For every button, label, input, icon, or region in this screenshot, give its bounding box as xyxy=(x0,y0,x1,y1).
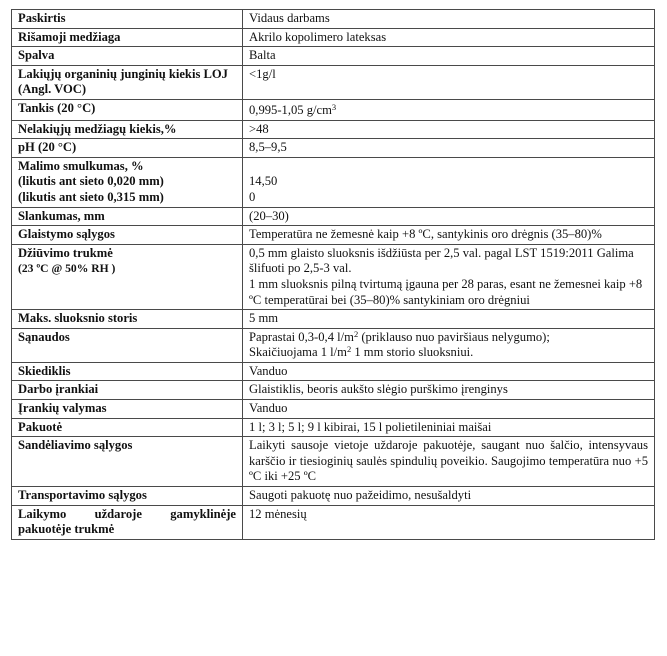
row-value: <1g/l xyxy=(243,65,655,99)
density-exponent: 3 xyxy=(331,101,337,112)
row-label: Slankumas, mm xyxy=(12,207,243,226)
row-value: Glaistiklis, beoris aukšto slėgio purškimo įrenginys xyxy=(243,381,655,400)
row-value xyxy=(243,99,655,120)
row-value: Vidaus darbams xyxy=(243,10,655,29)
table-row xyxy=(12,400,655,419)
row-label xyxy=(12,244,243,309)
table-row xyxy=(12,381,655,400)
value-line: 14,50 xyxy=(249,174,278,189)
table-row xyxy=(12,157,655,207)
label-line: Malimo smulkumas, % xyxy=(18,158,144,173)
table-row xyxy=(12,487,655,506)
value-line: 0 xyxy=(249,189,256,204)
row-value: Saugoti pakuotę nuo pažeidimo, nesušaldyti xyxy=(243,487,655,506)
row-value: 12 mėnesių xyxy=(243,505,655,539)
consumption-line: Skaičiuojama 1 $l/m^2$ 1 mm storio sluoksniui. xyxy=(249,344,474,360)
row-value: Temperatūra ne žemesnė kaip +8 ºC, santykinis oro drėgnis (35–80)% xyxy=(243,226,655,245)
table-row xyxy=(12,310,655,329)
table-row xyxy=(12,65,655,99)
row-label: Skiediklis xyxy=(12,362,243,381)
table-row xyxy=(12,505,655,539)
table-row xyxy=(12,207,655,226)
drying-paragraph-2: 1 mm sluoksnis pilną tvirtumą įgauna per 28 paras, esant ne žemesnei kaip +8 ºC temperatūrai bei (35–80)% santykiniam oro drėgniui xyxy=(249,276,643,307)
row-label xyxy=(12,157,243,207)
label-line: Džiūvimo trukmė xyxy=(18,245,113,260)
row-label: pH (20 °C) xyxy=(12,139,243,158)
row-label: Paskirtis xyxy=(12,10,243,29)
row-label: Tankis (20 °C) xyxy=(12,99,243,120)
row-label: Transportavimo sąlygos xyxy=(12,487,243,506)
table-row xyxy=(12,226,655,245)
row-value: 5 mm xyxy=(243,310,655,329)
row-value xyxy=(243,244,655,309)
row-value: >48 xyxy=(243,120,655,139)
label-line: (likutis ant sieto 0,315 mm) xyxy=(18,189,164,204)
row-value: Balta xyxy=(243,47,655,66)
row-value: (20–30) xyxy=(243,207,655,226)
table-row xyxy=(12,28,655,47)
table-row xyxy=(12,362,655,381)
row-label: Darbo įrankiai xyxy=(12,381,243,400)
row-value xyxy=(243,157,655,207)
row-label: Glaistymo sąlygos xyxy=(12,226,243,245)
row-label: Nelakiųjų medžiagų kiekis,% xyxy=(12,120,243,139)
table-row xyxy=(12,328,655,362)
table-row xyxy=(12,10,655,29)
row-label: Rišamoji medžiaga xyxy=(12,28,243,47)
table-row xyxy=(12,139,655,158)
table-row xyxy=(12,47,655,66)
table-row xyxy=(12,418,655,437)
table-row xyxy=(12,244,655,309)
row-label: Spalva xyxy=(12,47,243,66)
row-value: Laikyti sausoje vietoje uždaroje pakuotėje, saugant nuo šalčio, intensyvaus karščio ir tiesioginių saulės spindulių poveikio. Saugojimo temperatūra nuo +5 ºC iki +25 ºC xyxy=(243,437,655,487)
table-row xyxy=(12,99,655,120)
row-label: Maks. sluoksnio storis xyxy=(12,310,243,329)
label-line: (likutis ant sieto 0,020 mm) xyxy=(18,174,164,189)
consumption-line: Paprastai 0,3-0,4 $l/m^2$ (priklauso nuo paviršiaus nelygumo); xyxy=(249,328,550,344)
row-label: Sąnaudos xyxy=(12,328,243,362)
row-label: Laikymo uždaroje gamyklinėje pakuotėje trukmė xyxy=(12,505,243,539)
drying-paragraph-1: 0,5 mm glaisto sluoksnis išdžiūsta per 2,5 val. pagal LST 1519:2011 Galima šlifuoti po 2,5-3 val. xyxy=(249,245,634,276)
row-label: Sandėliavimo sąlygos xyxy=(12,437,243,487)
row-value: 8,5–9,5 xyxy=(243,139,655,158)
label-line: (23 ºC @ 50% RH ) xyxy=(18,262,116,276)
row-value: 1 l; 3 l; 5 l; 9 l kibirai, 15 l polietileniniai maišai xyxy=(243,418,655,437)
row-label: Įrankių valymas xyxy=(12,400,243,419)
table-row xyxy=(12,120,655,139)
density-value: 0,995-1,05 g/cm xyxy=(249,102,332,117)
row-value: Akrilo kopolimero lateksas xyxy=(243,28,655,47)
spec-table xyxy=(11,9,655,540)
row-label: Lakiųjų organinių junginių kiekis LOJ (Angl. VOC) xyxy=(12,65,243,99)
row-value: Vanduo xyxy=(243,362,655,381)
row-value xyxy=(243,328,655,362)
table-row xyxy=(12,437,655,487)
row-value: Vanduo xyxy=(243,400,655,419)
row-label: Pakuotė xyxy=(12,418,243,437)
